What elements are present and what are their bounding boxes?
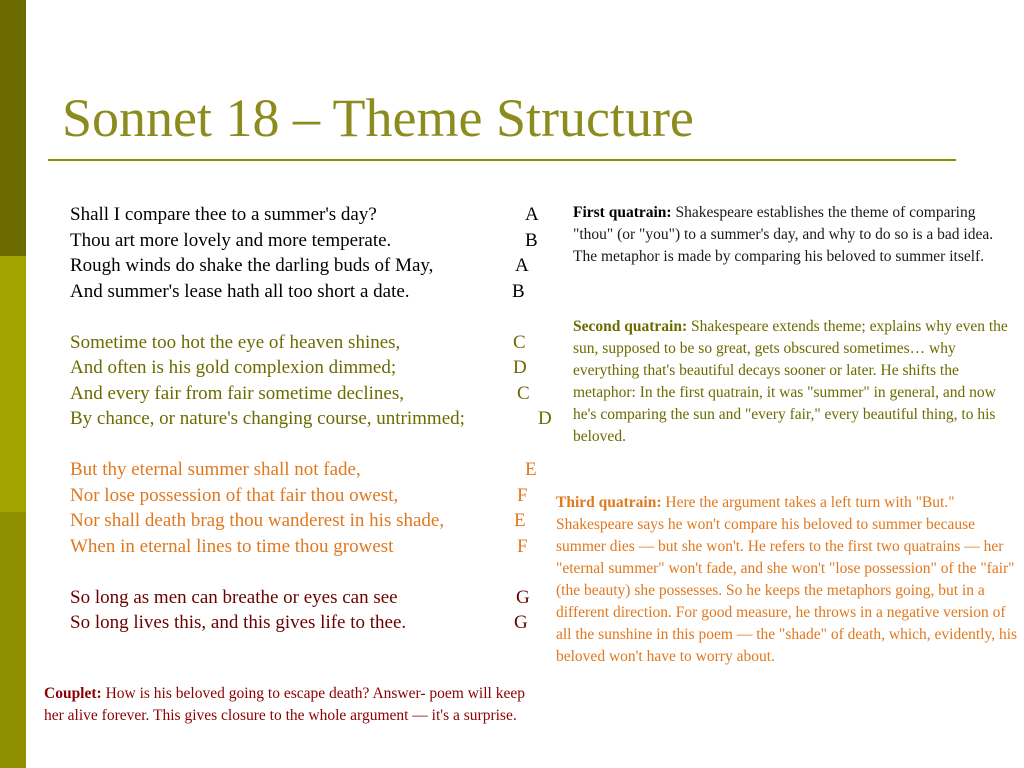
note-text: Shakespeare establishes the theme of comparing "thou" (or "you") to a summer's day, and why to do so is a bad idea. The metaphor is made by comparing his beloved to summer itself.: [573, 204, 994, 265]
rhyme-letter: D: [538, 408, 552, 429]
poem-line-text: Shall I compare thee to a summer's day?: [70, 204, 377, 225]
rhyme-letter: B: [512, 280, 525, 302]
note-third-quatrain: [556, 492, 1018, 668]
poem-line: [70, 355, 560, 381]
poem-line: [70, 279, 560, 305]
poem-stanza-1: [70, 202, 560, 304]
poem-stanza-2: [70, 330, 560, 432]
poem-line-text: And every fair from fair sometime declines,: [70, 382, 404, 404]
poem-line: [70, 253, 560, 279]
sidebar-segment-middle: [0, 256, 26, 512]
poem-line-text: By chance, or nature's changing course, untrimmed;: [70, 408, 465, 429]
poem-line: [70, 457, 560, 483]
note-text: Here the argument takes a left turn with "But." Shakespeare says he won't compare his beloved to summer because summer dies — but she won't. He refers to the first two quatrains — her "eternal summer" won't fade, and she won't "lose possession" of the "fair" (the beauty) she possesses. So he keeps the metaphors going, but in a different direction. For good measure, he throws in a negative version of all the sunshine in this poem — the "shade" of death, which, evidently, his beloved won't have to worry about.: [556, 494, 1018, 665]
poem-line: [70, 330, 560, 356]
poem-line: [70, 534, 560, 560]
sidebar-segment-top: [0, 0, 26, 256]
rhyme-letter: C: [517, 382, 530, 404]
poem-line-text: When in eternal lines to time thou growest: [70, 535, 394, 557]
rhyme-letter: G: [514, 612, 528, 633]
rhyme-letter: E: [514, 510, 526, 531]
poem-line: [70, 381, 560, 407]
note-label: Third quatrain:: [556, 494, 662, 511]
poem-line: [70, 483, 560, 509]
rhyme-letter: C: [513, 331, 526, 353]
poem-line: [70, 228, 560, 254]
poem-line: [70, 610, 560, 636]
poem-line-text: So long lives this, and this gives life to thee.: [70, 612, 407, 633]
poem-line-text: Thou art more lovely and more temperate.: [70, 229, 392, 251]
sidebar-decoration: [0, 0, 26, 768]
note-text: How is his beloved going to escape death? Answer- poem will keep her alive forever. This gives closure to the whole argument — it's a surprise.: [44, 685, 525, 724]
rhyme-letter: A: [525, 204, 539, 225]
poem-line-text: So long as men can breathe or eyes can see: [70, 586, 398, 608]
rhyme-letter: F: [517, 535, 528, 557]
poem-line-text: Nor shall death brag thou wanderest in his shade,: [70, 510, 445, 531]
note-first-quatrain: [573, 202, 1013, 268]
rhyme-letter: A: [515, 255, 529, 276]
note-second-quatrain: [573, 316, 1013, 448]
rhyme-letter: G: [516, 586, 530, 608]
poem-couplet: [70, 585, 560, 636]
poem-stanza-3: [70, 457, 560, 559]
poem-line: [70, 406, 560, 432]
note-label: Second quatrain:: [573, 318, 688, 335]
poem: [70, 202, 560, 636]
poem-line-text: And often is his gold complexion dimmed;: [70, 357, 397, 378]
note-label: Couplet:: [44, 685, 102, 702]
rhyme-letter: D: [513, 357, 527, 378]
poem-line-text: Nor lose possession of that fair thou owest,: [70, 484, 399, 506]
poem-line-text: Sometime too hot the eye of heaven shines,: [70, 331, 401, 353]
poem-line-text: But thy eternal summer shall not fade,: [70, 459, 361, 480]
poem-line: [70, 508, 560, 534]
slide-title: Sonnet 18 – Theme Structure: [62, 88, 694, 148]
poem-line: [70, 202, 560, 228]
rhyme-letter: F: [517, 484, 528, 506]
note-couplet: [44, 683, 544, 727]
rhyme-letter: E: [525, 459, 537, 480]
note-label: First quatrain:: [573, 204, 672, 221]
title-underline: [48, 159, 956, 161]
poem-line-text: And summer's lease hath all too short a date.: [70, 280, 410, 302]
sidebar-segment-bottom: [0, 512, 26, 768]
note-text: Shakespeare extends theme; explains why even the sun, supposed to be so great, gets obscured sometimes… why everything that's beautiful decays sooner or later. He shifts the metaphor: In the first quatrain, it was "summer" in general, and now he's comparing the sun and "every fair," every beautiful thing, to his beloved.: [573, 318, 1008, 445]
poem-line-text: Rough winds do shake the darling buds of May,: [70, 255, 434, 276]
rhyme-letter: B: [525, 229, 538, 251]
poem-line: [70, 585, 560, 611]
